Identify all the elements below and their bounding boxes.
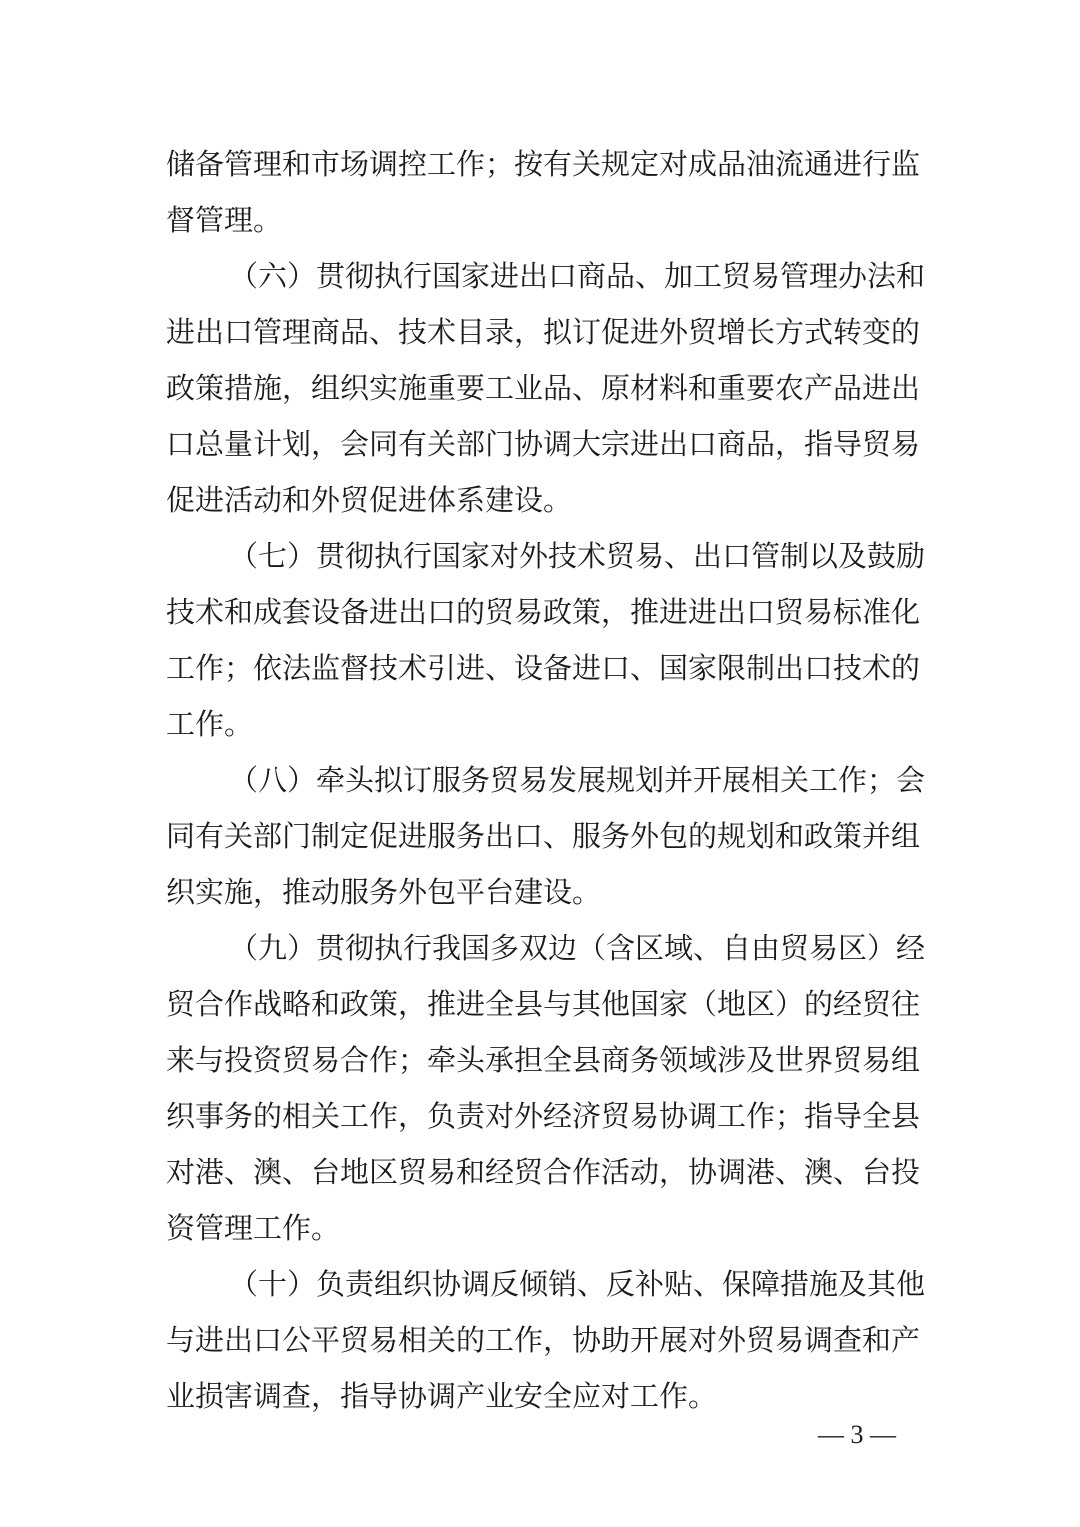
paragraph-line: 口总量计划，会同有关部门协调大宗进出口商品，指导贸易 — [166, 427, 921, 461]
paragraph-line: （十）负责组织协调反倾销、反补贴、保障措施及其他 — [229, 1267, 926, 1301]
paragraph-line: 同有关部门制定促进服务出口、服务外包的规划和政策并组 — [166, 819, 921, 853]
paragraph-line: 技术和成套设备进出口的贸易政策，推进进出口贸易标准化 — [166, 595, 921, 629]
paragraph-line: 织实施，推动服务外包平台建设。 — [166, 875, 602, 909]
paragraph-line: 织事务的相关工作，负责对外经济贸易协调工作；指导全县 — [166, 1099, 921, 1133]
paragraph-line: 工作。 — [166, 707, 254, 741]
paragraph-line: 督管理。 — [166, 203, 283, 237]
paragraph-line: 资管理工作。 — [166, 1211, 341, 1245]
paragraph-line: 来与投资贸易合作；牵头承担全县商务领域涉及世界贸易组 — [166, 1043, 921, 1077]
paragraph-line: 进出口管理商品、技术目录，拟订促进外贸增长方式转变的 — [166, 315, 921, 349]
paragraph-line: 政策措施，组织实施重要工业品、原材料和重要农产品进出 — [166, 371, 921, 405]
paragraph-line: 工作；依法监督技术引进、设备进口、国家限制出口技术的 — [166, 651, 921, 685]
paragraph-line: （六）贯彻执行国家进出口商品、加工贸易管理办法和 — [229, 259, 926, 293]
paragraph-line: 与进出口公平贸易相关的工作，协助开展对外贸易调查和产 — [166, 1323, 921, 1357]
paragraph-line: （七）贯彻执行国家对外技术贸易、出口管制以及鼓励 — [229, 539, 926, 573]
paragraph-line: 促进活动和外贸促进体系建设。 — [166, 483, 573, 517]
paragraph-line: 业损害调查，指导协调产业安全应对工作。 — [166, 1379, 718, 1413]
paragraph-line: 贸合作战略和政策，推进全县与其他国家（地区）的经贸往 — [166, 987, 921, 1021]
paragraph-line: 储备管理和市场调控工作；按有关规定对成品油流通进行监 — [166, 147, 921, 181]
paragraph-line: （九）贯彻执行我国多双边（含区域、自由贸易区）经 — [229, 931, 926, 965]
page-number: — 3 — — [818, 1420, 896, 1449]
paragraph-line: 对港、澳、台地区贸易和经贸合作活动，协调港、澳、台投 — [166, 1155, 921, 1189]
paragraph-line: （八）牵头拟订服务贸易发展规划并开展相关工作；会 — [229, 763, 926, 797]
